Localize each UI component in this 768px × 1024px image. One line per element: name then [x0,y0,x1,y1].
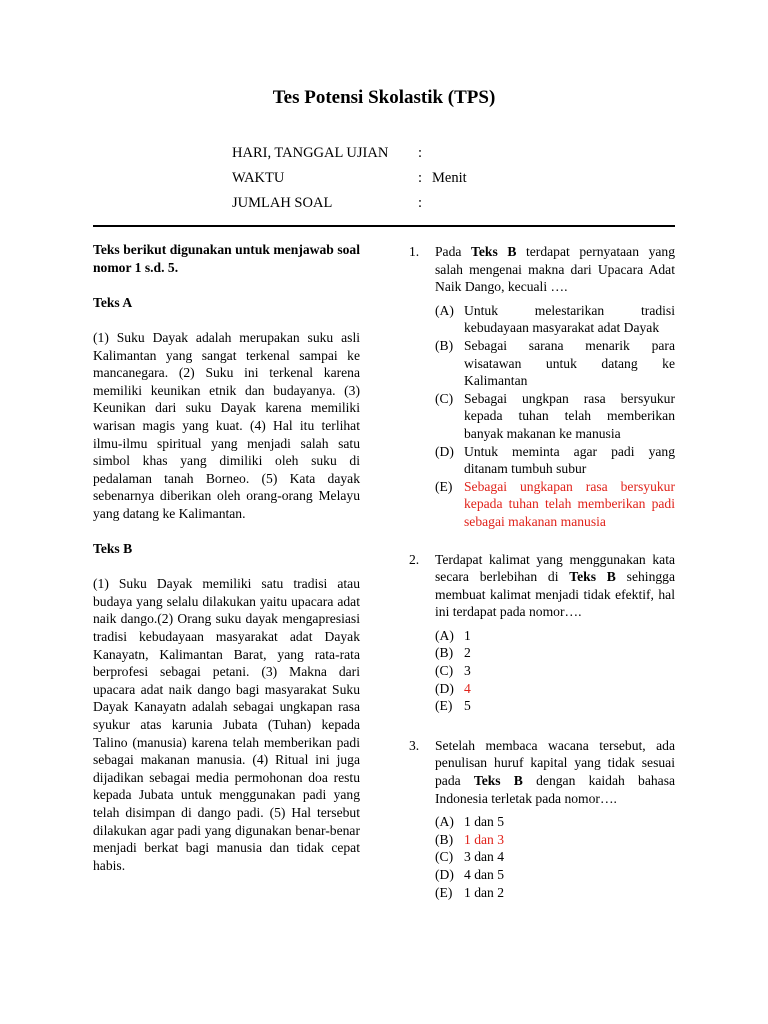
exam-time-label: WAKTU [232,170,285,186]
header-divider [93,225,675,227]
exam-count-label: JUMLAH SOAL [232,195,333,211]
exam-time-colon: : [418,170,423,186]
option-c: (C) 3 dan 4 [435,849,505,865]
option-c: (C) 3 [435,663,471,679]
questions-column [409,243,675,901]
question-1 [409,243,675,531]
options-list [435,302,675,531]
correct-answer: 1 dan 3 [464,831,505,847]
option-a: (A) 1 [435,627,471,643]
option-e: (E) 5 [435,698,471,714]
option-b: (B) 2 [435,645,471,661]
question-2 [409,551,675,715]
option-d: (D) 4 [435,680,471,696]
option-d: (D) 4 dan 5 [435,867,505,882]
option-e: (E) 1 dan 2 [435,884,505,900]
option-a: (A) Untuk melestarikan tradisi kebudayaan masyarakat adat Dayak [435,302,675,336]
question-text: Terdapat kalimat yang menggunakan kata secara berlebihan di Teks B sehingga membuat kalimat menjadi tidak efektif, hal ini terdapat pada nomor…. [435,551,675,620]
reading-passages [93,241,360,874]
question-number: 3. [409,737,420,753]
options-list [435,813,675,901]
teks-b-title: Teks B [93,541,133,557]
exam-count-colon: : [418,195,423,211]
teks-a-body: (1) Suku Dayak adalah merupakan suku asli Kalimantan yang sangat terkenal sampai ke mancanegara. (2) Suku ini terkenal karena memiliki keunikan etnik dan budayanya. (3) Keunikan dari suku Dayak karena memiliki warisan magis yang kuat. (4) Hal itu terlihat ilmu-ilmu spiritual yang menjadi salah satu simbol khas yang dimiliki oleh suku di pedalaman tanah Borneo. (5) Kata dayak sebenarnya diberikan oleh orang-orang Melayu yang datang ke Kalimantan. [93,329,360,521]
passage-instruction: Teks berikut digunakan untuk menjawab soal nomor 1 s.d. 5. [93,242,360,275]
options-list [435,627,675,715]
question-3 [409,737,675,901]
option-e: (E) Sebagai ungkapan rasa bersyukur kepada tuhan telah memberikan padi sebagai makanan manusia [435,478,675,529]
correct-answer: Sebagai ungkapan rasa bersyukur kepada tuhan telah memberikan padi sebagai makanan manusia [464,478,675,529]
option-c: (C) Sebagai ungkpan rasa bersyukur kepada tuhan telah memberikan banyak makanan ke manusia [435,390,675,441]
correct-answer: 4 [464,680,471,696]
exam-date-label: HARI, TANGGAL UJIAN [232,145,389,161]
question-number: 1. [409,244,420,259]
option-b: (B) 1 dan 3 [435,831,505,847]
option-b: (B) Sebagai sarana menarik para wisatawan untuk datang ke Kalimantan [435,337,675,389]
question-text: Pada Teks B terdapat pernyataan yang salah mengenai makna dari Upacara Adat Naik Dango, kecuali …. [435,244,676,295]
teks-a-title: Teks A [93,294,133,310]
question-number: 2. [409,551,420,567]
document-title: Tes Potensi Skolastik (TPS) [272,87,496,108]
option-d: (D) Untuk meminta agar padi yang ditanam tumbuh subur [435,443,675,477]
teks-b-body: (1) Suku Dayak memiliki satu tradisi atau budaya yang selalu dilakukan yaitu upacara adat naik dango.(2) Orang suku dayak mengapresiasi tradisi kebudayaan masyarakat adat Dayak Kanayatn, Kalimantan Barat, yang rata-rata berprofesi sebagai petani. (3) Makna dari upacara adat naik dango bagi masyarakat Suku Dayak Kanayatn adalah sebagai ungkapan rasa syukur atas karunia Jubata (Tuhan) kepada Talino (manusia) karena telah memberikan padi sebagai makanan manusia. (4) Ritual ini juga dijadikan sebagai media permohonan doa restu kepada Jubata untuk menggunakan padi yang telah disimpan di dango padi. (5) Hal tersebut dilakukan agar padi yang digunakan benar-benar menjadi berkat bagi manusia dan tidak cepat habis. [93,576,360,873]
exam-date-colon: : [418,145,423,161]
option-a: (A) 1 dan 5 [435,814,505,830]
question-text: Setelah membaca wacana tersebut, ada penulisan huruf kapital yang tidak sesuai pada Teks B dengan kaidah bahasa Indonesia terletak pada nomor…. [435,737,676,806]
exam-time-value: Menit [432,170,467,186]
